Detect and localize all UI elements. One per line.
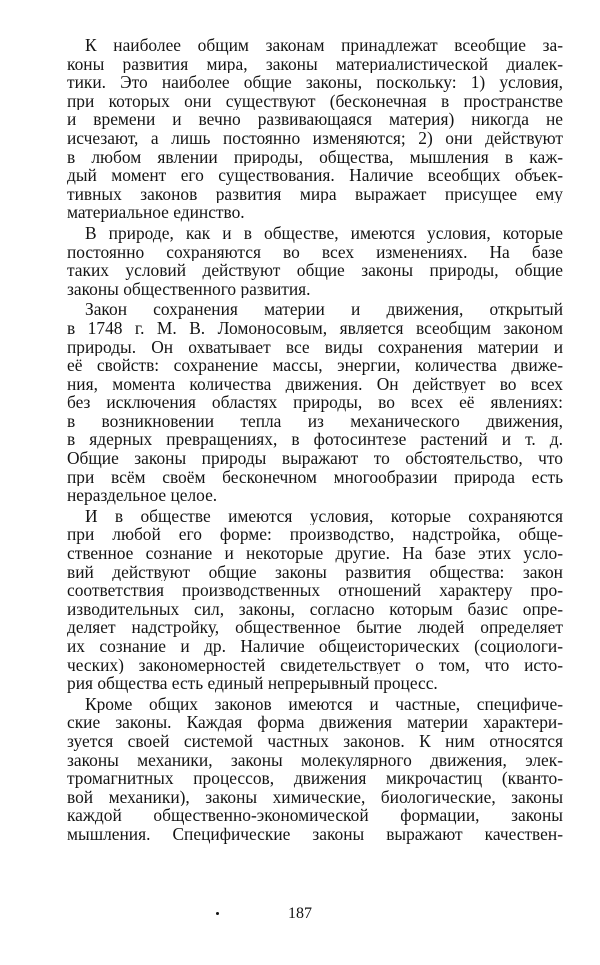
- text-line: природы. Он охватывает все виды сохранения материи и: [67, 337, 563, 357]
- text-line: каждой общественно-экономической формации, законы: [67, 806, 563, 825]
- text-line: Закон сохранения материи и движения, открытый: [85, 300, 563, 319]
- paragraph-1: [67, 36, 563, 222]
- text-line: соответствия производственных отношений характеру про-: [67, 581, 563, 600]
- text-line: зуется своей системой частных законов. К ним относятся: [67, 731, 563, 751]
- text-line: нераздельное целое.: [67, 486, 218, 505]
- text-line: Общие законы природы выражают то обстоятельство, что: [67, 449, 563, 468]
- text-line: ния, момента количества движения. Он действует во всех: [67, 374, 563, 394]
- text-line: тивных законов развития мира выражает присущее ему: [67, 184, 563, 204]
- text-line: без исключения областях природы, во всех её явлениях:: [67, 393, 563, 412]
- text-line: исчезают, а лишь постоянно изменяются; 2) они действуют: [67, 128, 563, 148]
- text-line: И в обществе имеются условия, которые сохраняются: [85, 506, 563, 526]
- paragraph-4: [67, 507, 563, 693]
- text-line: Кроме общих законов имеются и частные, специфиче-: [85, 694, 563, 714]
- text-line: изводительных сил, законы, согласно которым базис опре-: [67, 599, 563, 619]
- text-line: в возникновении тепла из механического движения,: [67, 411, 563, 431]
- text-line: мышления. Специфические законы выражают качествен-: [67, 824, 563, 844]
- text-line: тики. Это наиболее общие законы, поскольку: 1) условия,: [67, 73, 563, 92]
- text-line: её свойств: сохранение массы, энергии, количества движе-: [67, 356, 563, 375]
- text-line: рия общества есть единый непрерывный процесс.: [67, 674, 438, 693]
- text-line: ственное сознание и некоторые другие. На базе этих усло-: [67, 544, 563, 563]
- text-line: законы механики, законы молекулярного движения, элек-: [67, 750, 563, 770]
- text-line: тромагнитных процессов, движения микрочастиц (кванто-: [67, 769, 563, 788]
- text-line: В природе, как и в обществе, имеются условия, которые: [85, 223, 563, 243]
- paragraph-2: [67, 224, 563, 298]
- text-line: К наиболее общим законам принадлежат всеобщие за-: [85, 36, 563, 55]
- text-line: ческих) закономерностей свидетельствует о том, что исто-: [67, 655, 563, 675]
- text-line: ские законы. Каждая форма движения материи характери-: [67, 713, 563, 732]
- text-line: деляет надстройку, общественное бытие людей определяет: [67, 618, 563, 637]
- text-line: постоянно сохраняются во всех изменениях. На базе: [67, 242, 563, 262]
- paragraph-5: [67, 695, 563, 844]
- text-line: законы общественного развития.: [67, 279, 311, 299]
- text-line: при всём своём бесконечном многообразии природа есть: [67, 467, 563, 487]
- text-line: при любой его форме: производство, надстройка, обще-: [67, 525, 563, 545]
- text-line: в 1748 г. М. В. Ломоносовым, является всеобщим законом: [67, 318, 563, 338]
- page-number: 187: [288, 905, 312, 922]
- text-line: при которых они существуют (бесконечная в пространстве: [67, 91, 563, 111]
- text-line: вой механики), законы химические, биологические, законы: [67, 787, 563, 807]
- text-line: дый момент его существования. Наличие всеобщих объек-: [67, 166, 563, 185]
- text-line: материальное единство.: [67, 203, 245, 222]
- text-line: в ядерных превращениях, в фотосинтезе растений и т. д.: [67, 430, 563, 450]
- paragraph-3: [67, 300, 563, 505]
- text-line: вий действуют общие законы развития общества: закон: [67, 562, 563, 582]
- text-line: их сознание и др. Наличие общеисторических (социологи-: [67, 637, 563, 656]
- text-line: в любом явлении природы, общества, мышления в каж-: [67, 147, 563, 167]
- text-line: и времени и вечно развивающаяся материя) никогда не: [67, 110, 563, 129]
- text-line: коны развития мира, законы материалистической диалек-: [67, 54, 563, 74]
- text-line: таких условий действуют общие законы природы, общие: [67, 261, 563, 280]
- book-page-text: [67, 36, 563, 844]
